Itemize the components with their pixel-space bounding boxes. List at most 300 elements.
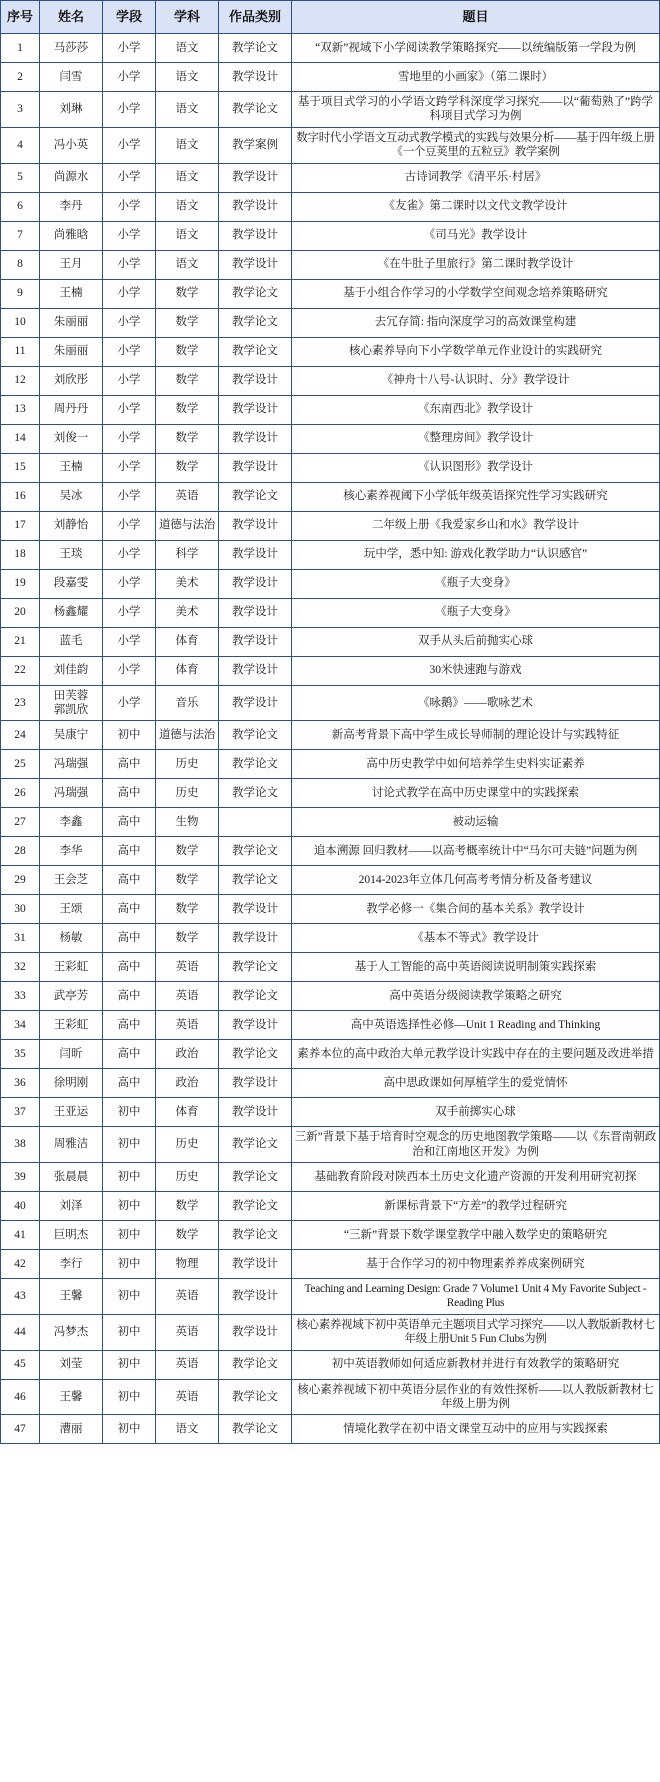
cell-index: 5	[1, 163, 40, 192]
cell-subject: 语文	[156, 163, 219, 192]
cell-type: 教学论文	[219, 837, 292, 866]
cell-stage: 小学	[103, 163, 156, 192]
cell-index: 4	[1, 127, 40, 163]
table-row	[1, 1069, 660, 1098]
cell-title: 高中英语选择性必修—Unit 1 Reading and Thinking	[292, 1011, 660, 1040]
cell-index: 36	[1, 1069, 40, 1098]
cell-index: 21	[1, 627, 40, 656]
table-row	[1, 395, 660, 424]
cell-title: 《咏鹅》——歌咏艺术	[292, 685, 660, 721]
cell-title: 新课标背景下“方差”的教学过程研究	[292, 1192, 660, 1221]
table-header-row	[1, 1, 660, 34]
cell-type: 教学设计	[219, 366, 292, 395]
cell-index: 42	[1, 1250, 40, 1279]
table-row	[1, 34, 660, 63]
cell-name: 武亭芳	[40, 982, 103, 1011]
column-header-type: 作品类别	[219, 1, 292, 34]
cell-stage: 小学	[103, 424, 156, 453]
cell-stage: 高中	[103, 1069, 156, 1098]
cell-index: 38	[1, 1127, 40, 1163]
cell-title: 玩中学，悉中知: 游戏化教学助力“认识感官”	[292, 540, 660, 569]
cell-stage: 小学	[103, 569, 156, 598]
cell-title: 初中英语教师如何适应新教材并进行有效教学的策略研究	[292, 1350, 660, 1379]
cell-index: 9	[1, 279, 40, 308]
cell-type: 教学设计	[219, 1250, 292, 1279]
cell-subject: 数学	[156, 1192, 219, 1221]
cell-title: 《瓶子大变身》	[292, 569, 660, 598]
cell-index: 24	[1, 721, 40, 750]
cell-subject: 语文	[156, 127, 219, 163]
cell-name: 刘静怡	[40, 511, 103, 540]
cell-type	[219, 808, 292, 837]
cell-index: 39	[1, 1163, 40, 1192]
cell-title: 教学必修一《集合间的基本关系》教学设计	[292, 895, 660, 924]
table-row	[1, 1350, 660, 1379]
cell-index: 41	[1, 1221, 40, 1250]
table-row	[1, 424, 660, 453]
cell-subject: 数学	[156, 337, 219, 366]
cell-stage: 高中	[103, 924, 156, 953]
cell-name: 朱丽丽	[40, 337, 103, 366]
cell-name: 周丹丹	[40, 395, 103, 424]
cell-title: “双新”视域下小学阅读教学策略探究——以统编版第一学段为例	[292, 34, 660, 63]
cell-type: 教学设计	[219, 1098, 292, 1127]
cell-stage: 小学	[103, 221, 156, 250]
cell-name: 杨鑫耀	[40, 598, 103, 627]
cell-title: 情境化教学在初中语文课堂互动中的应用与实践探索	[292, 1415, 660, 1444]
table-row	[1, 953, 660, 982]
cell-name: 刘莹	[40, 1350, 103, 1379]
cell-title: 2014-2023年立体几何高考考情分析及备考建议	[292, 866, 660, 895]
cell-stage: 初中	[103, 1279, 156, 1315]
cell-stage: 小学	[103, 308, 156, 337]
cell-stage: 小学	[103, 192, 156, 221]
cell-name: 李华	[40, 837, 103, 866]
column-header-name: 姓名	[40, 1, 103, 34]
cell-index: 6	[1, 192, 40, 221]
cell-subject: 英语	[156, 1314, 219, 1350]
cell-type: 教学设计	[219, 63, 292, 92]
cell-title: 讨论式教学在高中历史课堂中的实践探索	[292, 779, 660, 808]
cell-title: “三新”背景下数学课堂教学中融入数学史的策略研究	[292, 1221, 660, 1250]
cell-title: Teaching and Learning Design: Grade 7 Volume1 Unit 4 My Favorite Subject - Reading Plus	[292, 1279, 660, 1315]
cell-index: 12	[1, 366, 40, 395]
cell-name: 王楠	[40, 453, 103, 482]
cell-stage: 小学	[103, 366, 156, 395]
cell-type: 教学设计	[219, 656, 292, 685]
cell-subject: 政治	[156, 1040, 219, 1069]
cell-index: 27	[1, 808, 40, 837]
cell-subject: 数学	[156, 895, 219, 924]
table-row	[1, 1098, 660, 1127]
table-row	[1, 279, 660, 308]
cell-stage: 小学	[103, 540, 156, 569]
cell-index: 8	[1, 250, 40, 279]
cell-subject: 历史	[156, 1127, 219, 1163]
table-row	[1, 895, 660, 924]
table-row	[1, 250, 660, 279]
cell-subject: 语文	[156, 192, 219, 221]
cell-title: 基础教育阶段对陕西本土历史文化遗产资源的开发利用研究初探	[292, 1163, 660, 1192]
table-row	[1, 1221, 660, 1250]
cell-title: 二年级上册《我爱家乡山和水》教学设计	[292, 511, 660, 540]
cell-stage: 小学	[103, 482, 156, 511]
cell-stage: 小学	[103, 250, 156, 279]
cell-subject: 语文	[156, 250, 219, 279]
cell-index: 11	[1, 337, 40, 366]
cell-name: 刘佳韵	[40, 656, 103, 685]
cell-index: 20	[1, 598, 40, 627]
cell-stage: 初中	[103, 721, 156, 750]
cell-subject: 英语	[156, 953, 219, 982]
table-row	[1, 1379, 660, 1415]
cell-name: 刘琳	[40, 92, 103, 128]
cell-stage: 小学	[103, 337, 156, 366]
table-row	[1, 866, 660, 895]
cell-type: 教学论文	[219, 953, 292, 982]
cell-stage: 高中	[103, 895, 156, 924]
cell-title: 《在牛肚子里旅行》第二课时教学设计	[292, 250, 660, 279]
cell-title: 追本溯源 回归教材——以高考概率统计中“马尔可夫链”问题为例	[292, 837, 660, 866]
cell-index: 29	[1, 866, 40, 895]
cell-subject: 语文	[156, 221, 219, 250]
table-row	[1, 192, 660, 221]
cell-type: 教学论文	[219, 779, 292, 808]
cell-name: 吴康宁	[40, 721, 103, 750]
cell-type: 教学论文	[219, 34, 292, 63]
cell-subject: 物理	[156, 1250, 219, 1279]
cell-type: 教学论文	[219, 1350, 292, 1379]
cell-subject: 道德与法治	[156, 511, 219, 540]
cell-name: 蓝毛	[40, 627, 103, 656]
cell-stage: 高中	[103, 866, 156, 895]
cell-stage: 高中	[103, 982, 156, 1011]
cell-type: 教学设计	[219, 192, 292, 221]
table-row	[1, 1127, 660, 1163]
cell-name: 张晨晨	[40, 1163, 103, 1192]
cell-name: 田芙蓉 郭凯欣	[40, 685, 103, 721]
column-header-title: 题目	[292, 1, 660, 34]
table-row	[1, 511, 660, 540]
table-row	[1, 366, 660, 395]
table-header	[1, 1, 660, 34]
table-row	[1, 308, 660, 337]
table-row	[1, 63, 660, 92]
cell-title: 数字时代小学语文互动式教学模式的实践与效果分析——基于四年级上册《一个豆荚里的五粒豆》教学案例	[292, 127, 660, 163]
table-row	[1, 453, 660, 482]
cell-stage: 高中	[103, 1011, 156, 1040]
cell-title: 《整理房间》教学设计	[292, 424, 660, 453]
cell-type: 教学设计	[219, 598, 292, 627]
cell-stage: 小学	[103, 127, 156, 163]
column-header-index: 序号	[1, 1, 40, 34]
cell-subject: 历史	[156, 779, 219, 808]
cell-name: 马莎莎	[40, 34, 103, 63]
cell-stage: 高中	[103, 779, 156, 808]
cell-type: 教学论文	[219, 1163, 292, 1192]
cell-stage: 初中	[103, 1221, 156, 1250]
cell-stage: 初中	[103, 1127, 156, 1163]
cell-index: 33	[1, 982, 40, 1011]
cell-type: 教学论文	[219, 337, 292, 366]
cell-title: 去冗存简: 指向深度学习的高效课堂构建	[292, 308, 660, 337]
cell-stage: 初中	[103, 1163, 156, 1192]
cell-type: 教学论文	[219, 1127, 292, 1163]
table-row	[1, 627, 660, 656]
cell-stage: 初中	[103, 1379, 156, 1415]
cell-name: 王楠	[40, 279, 103, 308]
cell-title: 核心素养视阈下小学低年级英语探究性学习实践研究	[292, 482, 660, 511]
table-row	[1, 569, 660, 598]
cell-type: 教学设计	[219, 163, 292, 192]
cell-name: 尚源水	[40, 163, 103, 192]
table-row	[1, 1011, 660, 1040]
cell-name: 周雅洁	[40, 1127, 103, 1163]
table-row	[1, 779, 660, 808]
table-row	[1, 1279, 660, 1315]
cell-name: 杨敏	[40, 924, 103, 953]
cell-title: 《基本不等式》教学设计	[292, 924, 660, 953]
cell-index: 2	[1, 63, 40, 92]
cell-name: 李行	[40, 1250, 103, 1279]
cell-subject: 美术	[156, 598, 219, 627]
cell-title: 《友雀》第二课时以文代文教学设计	[292, 192, 660, 221]
cell-stage: 初中	[103, 1192, 156, 1221]
cell-stage: 小学	[103, 453, 156, 482]
cell-type: 教学设计	[219, 569, 292, 598]
cell-stage: 高中	[103, 750, 156, 779]
cell-stage: 高中	[103, 808, 156, 837]
cell-title: 《司马光》教学设计	[292, 221, 660, 250]
table-row	[1, 982, 660, 1011]
cell-stage: 高中	[103, 1040, 156, 1069]
cell-index: 37	[1, 1098, 40, 1127]
cell-stage: 小学	[103, 279, 156, 308]
table-row	[1, 1192, 660, 1221]
cell-type: 教学设计	[219, 1011, 292, 1040]
cell-subject: 道德与法治	[156, 721, 219, 750]
cell-subject: 英语	[156, 1350, 219, 1379]
cell-type: 教学论文	[219, 866, 292, 895]
table-row	[1, 1415, 660, 1444]
cell-subject: 历史	[156, 1163, 219, 1192]
cell-subject: 音乐	[156, 685, 219, 721]
cell-index: 18	[1, 540, 40, 569]
cell-subject: 生物	[156, 808, 219, 837]
cell-title: 30米快速跑与游戏	[292, 656, 660, 685]
cell-subject: 数学	[156, 366, 219, 395]
cell-title: 核心素养视域下初中英语单元主题项目式学习探究——以人教版新教材七年级上册Unit 5 Fun Clubs为例	[292, 1314, 660, 1350]
cell-title: 《东南西北》教学设计	[292, 395, 660, 424]
cell-type: 教学设计	[219, 250, 292, 279]
cell-stage: 高中	[103, 953, 156, 982]
cell-index: 22	[1, 656, 40, 685]
cell-title: 《神舟十八号-认识时、分》教学设计	[292, 366, 660, 395]
cell-index: 1	[1, 34, 40, 63]
cell-index: 19	[1, 569, 40, 598]
cell-stage: 小学	[103, 92, 156, 128]
cell-stage: 初中	[103, 1250, 156, 1279]
table-row	[1, 92, 660, 128]
cell-subject: 政治	[156, 1069, 219, 1098]
cell-subject: 数学	[156, 866, 219, 895]
cell-name: 王馨	[40, 1279, 103, 1315]
cell-type: 教学论文	[219, 721, 292, 750]
table-row	[1, 1040, 660, 1069]
cell-title: 高中历史教学中如何培养学生史料实证素养	[292, 750, 660, 779]
cell-name: 王彩虹	[40, 1011, 103, 1040]
cell-name: 刘欣彤	[40, 366, 103, 395]
cell-stage: 高中	[103, 837, 156, 866]
cell-title: 古诗词教学《清平乐·村居》	[292, 163, 660, 192]
cell-subject: 数学	[156, 279, 219, 308]
cell-type: 教学论文	[219, 750, 292, 779]
cell-name: 冯瑞强	[40, 779, 103, 808]
cell-type: 教学设计	[219, 1279, 292, 1315]
cell-name: 闫昕	[40, 1040, 103, 1069]
cell-subject: 体育	[156, 656, 219, 685]
cell-subject: 英语	[156, 482, 219, 511]
cell-type: 教学设计	[219, 1069, 292, 1098]
cell-type: 教学设计	[219, 540, 292, 569]
cell-index: 14	[1, 424, 40, 453]
cell-title: 基于合作学习的初中物理素养养成案例研究	[292, 1250, 660, 1279]
cell-name: 冯小英	[40, 127, 103, 163]
cell-index: 32	[1, 953, 40, 982]
cell-index: 47	[1, 1415, 40, 1444]
cell-name: 王颂	[40, 895, 103, 924]
cell-stage: 小学	[103, 685, 156, 721]
table-body	[1, 34, 660, 1444]
cell-name: 李鑫	[40, 808, 103, 837]
cell-name: 王琰	[40, 540, 103, 569]
column-header-stage: 学段	[103, 1, 156, 34]
table-row	[1, 163, 660, 192]
cell-type: 教学设计	[219, 1314, 292, 1350]
cell-stage: 小学	[103, 656, 156, 685]
cell-index: 40	[1, 1192, 40, 1221]
cell-title: 核心素养视域下初中英语分层作业的有效性探析——以人教版新教材七年级上册为例	[292, 1379, 660, 1415]
cell-subject: 英语	[156, 982, 219, 1011]
cell-type: 教学论文	[219, 1415, 292, 1444]
cell-type: 教学设计	[219, 685, 292, 721]
cell-title: 双手从头后前抛实心球	[292, 627, 660, 656]
cell-subject: 语文	[156, 1415, 219, 1444]
table-row	[1, 482, 660, 511]
cell-subject: 语文	[156, 34, 219, 63]
cell-stage: 小学	[103, 395, 156, 424]
cell-type: 教学设计	[219, 395, 292, 424]
table-row	[1, 337, 660, 366]
cell-subject: 英语	[156, 1279, 219, 1315]
cell-type: 教学设计	[219, 924, 292, 953]
cell-subject: 数学	[156, 924, 219, 953]
table-row	[1, 1163, 660, 1192]
table-row	[1, 685, 660, 721]
cell-title: 三新”背景下基于培育时空观念的历史地图教学策略——以《东晋南朝政治和江南地区开发》为例	[292, 1127, 660, 1163]
cell-subject: 体育	[156, 627, 219, 656]
cell-index: 26	[1, 779, 40, 808]
cell-index: 35	[1, 1040, 40, 1069]
cell-subject: 语文	[156, 92, 219, 128]
cell-type: 教学案例	[219, 127, 292, 163]
cell-subject: 历史	[156, 750, 219, 779]
cell-stage: 小学	[103, 511, 156, 540]
cell-index: 44	[1, 1314, 40, 1350]
cell-name: 漕丽	[40, 1415, 103, 1444]
cell-index: 7	[1, 221, 40, 250]
cell-index: 15	[1, 453, 40, 482]
cell-title: 《认识图形》教学设计	[292, 453, 660, 482]
cell-index: 45	[1, 1350, 40, 1379]
cell-subject: 数学	[156, 1221, 219, 1250]
cell-stage: 初中	[103, 1098, 156, 1127]
cell-type: 教学论文	[219, 982, 292, 1011]
column-header-subject: 学科	[156, 1, 219, 34]
cell-type: 教学论文	[219, 482, 292, 511]
cell-name: 王馨	[40, 1379, 103, 1415]
cell-name: 徐明刚	[40, 1069, 103, 1098]
cell-index: 30	[1, 895, 40, 924]
cell-subject: 数学	[156, 424, 219, 453]
cell-type: 教学论文	[219, 92, 292, 128]
cell-stage: 初中	[103, 1350, 156, 1379]
cell-title: 高中英语分级阅读教学策略之研究	[292, 982, 660, 1011]
cell-subject: 体育	[156, 1098, 219, 1127]
cell-name: 王月	[40, 250, 103, 279]
cell-index: 17	[1, 511, 40, 540]
cell-title: 新高考背景下高中学生成长导师制的理论设计与实践特征	[292, 721, 660, 750]
cell-name: 李丹	[40, 192, 103, 221]
cell-index: 10	[1, 308, 40, 337]
cell-stage: 小学	[103, 34, 156, 63]
table-row	[1, 924, 660, 953]
cell-type: 教学论文	[219, 308, 292, 337]
cell-index: 43	[1, 1279, 40, 1315]
cell-title: 雪地里的小画家》（第二课时）	[292, 63, 660, 92]
table-row	[1, 127, 660, 163]
cell-name: 闫雪	[40, 63, 103, 92]
cell-subject: 数学	[156, 308, 219, 337]
cell-title: 《瓶子大变身》	[292, 598, 660, 627]
cell-subject: 英语	[156, 1379, 219, 1415]
cell-type: 教学设计	[219, 511, 292, 540]
table-row	[1, 598, 660, 627]
cell-name: 巨明杰	[40, 1221, 103, 1250]
table-row	[1, 750, 660, 779]
cell-subject: 数学	[156, 453, 219, 482]
cell-index: 3	[1, 92, 40, 128]
cell-name: 冯瑞强	[40, 750, 103, 779]
cell-name: 刘俊一	[40, 424, 103, 453]
cell-name: 王会芝	[40, 866, 103, 895]
cell-type: 教学论文	[219, 1040, 292, 1069]
cell-subject: 美术	[156, 569, 219, 598]
cell-title: 基于项目式学习的小学语文跨学科深度学习探究——以“葡萄熟了”跨学科项目式学习为例	[292, 92, 660, 128]
table-row	[1, 540, 660, 569]
cell-index: 23	[1, 685, 40, 721]
cell-title: 基于人工智能的高中英语阅读说明制策实践探索	[292, 953, 660, 982]
cell-subject: 数学	[156, 837, 219, 866]
cell-name: 朱丽丽	[40, 308, 103, 337]
cell-type: 教学论文	[219, 279, 292, 308]
table-row	[1, 656, 660, 685]
table-row	[1, 1314, 660, 1350]
cell-title: 素养本位的高中政治大单元教学设计实践中存在的主要问题及改进举措	[292, 1040, 660, 1069]
cell-stage: 小学	[103, 598, 156, 627]
cell-subject: 科学	[156, 540, 219, 569]
cell-type: 教学论文	[219, 1221, 292, 1250]
